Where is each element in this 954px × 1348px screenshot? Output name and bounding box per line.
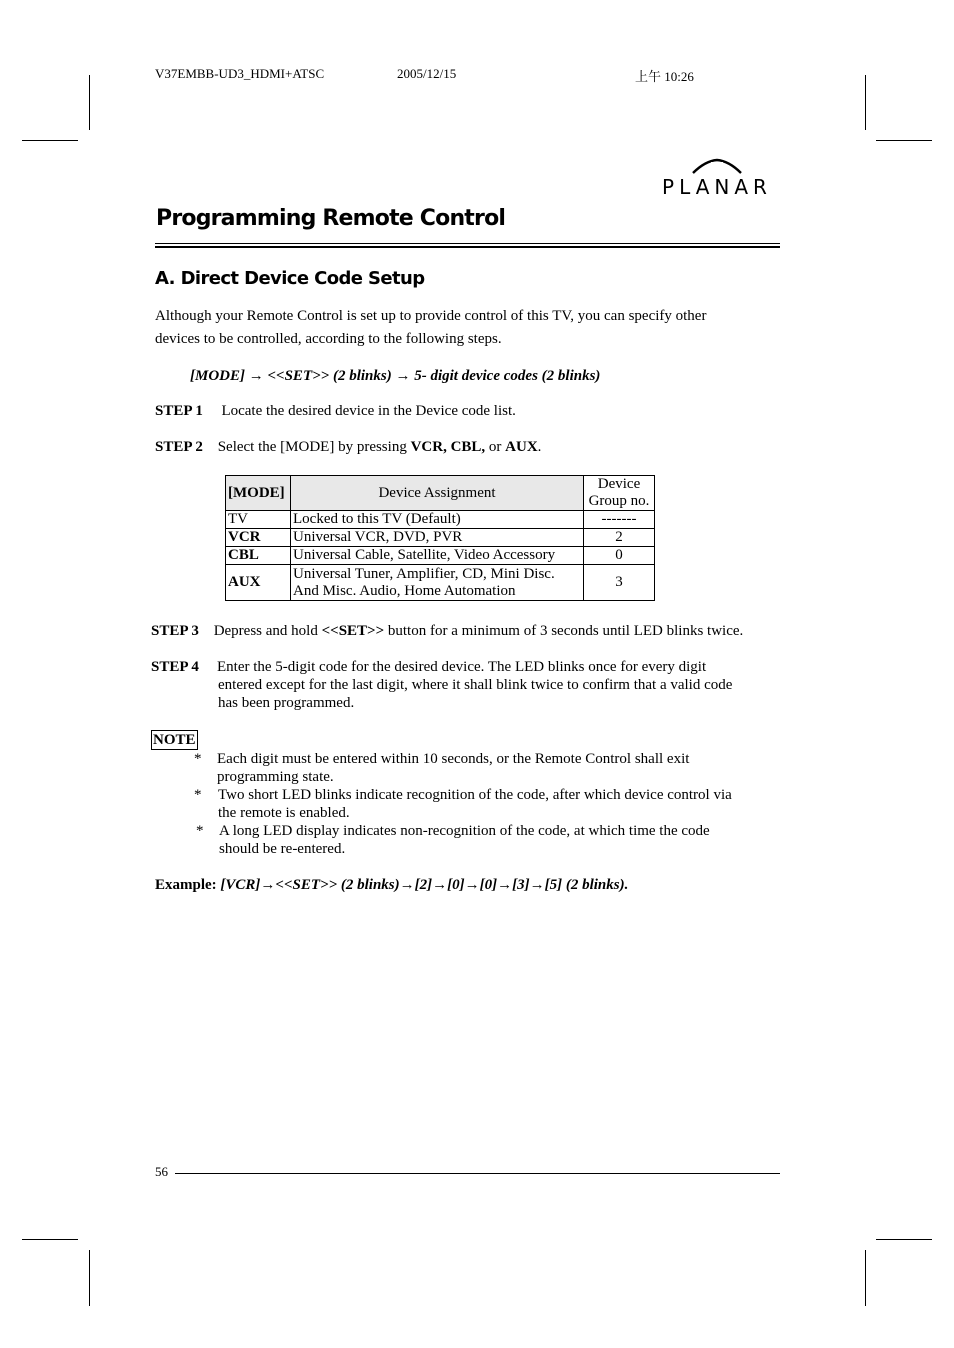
table-cell-assignment: Universal Cable, Satellite, Video Accessory	[291, 547, 584, 565]
note-item: Two short LED blinks indicate recognition of the code, after which device control via the remote is enabled.	[218, 787, 732, 821]
header-time: 上午 10:26	[635, 69, 694, 84]
table-cell-assignment: Locked to this TV (Default)	[291, 511, 584, 529]
intro-paragraph	[155, 305, 706, 351]
table-cell-group: 0	[584, 547, 655, 565]
step-bold: <<SET>>	[321, 623, 385, 639]
bullet-star: *	[196, 823, 204, 839]
step-1	[155, 400, 516, 423]
step-text: Select the [MODE] by pressing	[217, 439, 411, 455]
example-line	[155, 874, 628, 897]
step-label: STEP 2	[155, 439, 203, 455]
table-cell-group: 2	[584, 529, 655, 547]
crop-mark	[865, 1250, 866, 1306]
crop-mark	[89, 75, 90, 130]
header-date: 2005/12/15	[397, 66, 457, 81]
table-cell-assignment: Universal Tuner, Amplifier, CD, Mini Disc. And Misc. Audio, Home Automation	[291, 565, 584, 601]
table-header-assignment: Device Assignment	[291, 476, 584, 511]
step-text: Depress and hold	[213, 623, 322, 639]
page-number: 56	[155, 1164, 168, 1179]
crop-mark	[22, 140, 78, 141]
table-header-group: Device Group no.	[584, 476, 655, 511]
bullet-star: *	[194, 787, 202, 803]
crop-mark	[89, 1250, 90, 1306]
table-cell-assignment: Universal VCR, DVD, PVR	[291, 529, 584, 547]
bullet-star: *	[194, 751, 202, 767]
step-label: STEP 1	[155, 403, 203, 419]
note-label: NOTE	[153, 732, 196, 748]
intro-line: devices to be controlled, according to the following steps.	[155, 331, 502, 347]
device-table	[225, 475, 655, 601]
planar-logo	[655, 158, 779, 200]
step-4-text: Enter the 5-digit code for the desired device. The LED blinks once for every digit entered except for the last digit, where it shall blink twice to confirm that a valid code has been programmed.	[217, 659, 733, 711]
table-row	[226, 529, 655, 547]
crop-mark	[876, 1239, 932, 1240]
table-cell-mode: VCR	[226, 529, 291, 547]
step-label: STEP 3	[151, 623, 199, 639]
step-bold: AUX	[505, 439, 538, 455]
title-rule-thick	[155, 246, 780, 248]
note-item: A long LED display indicates non-recognition of the code, at which time the code should be re-entered.	[219, 823, 710, 857]
intro-line: Although your Remote Control is set up to provide control of this TV, you can specify other	[155, 308, 707, 324]
table-cell-mode: AUX	[226, 565, 291, 601]
crop-mark	[876, 140, 932, 141]
section-heading: A. Direct Device Code Setup	[155, 268, 425, 289]
table-row	[226, 511, 655, 529]
step-bold: VCR, CBL,	[410, 439, 486, 455]
step-2: STEP 2 Select the [MODE] by pressing VCR, CBL, or AUX.	[155, 439, 542, 455]
step-text: Locate the desired device in the Device code list.	[221, 403, 516, 419]
table-row	[226, 565, 655, 601]
header-doc-id: V37EMBB-UD3_HDMI+ATSC	[155, 66, 325, 81]
table-header-row	[226, 476, 655, 511]
footer-rule	[175, 1173, 780, 1174]
note-item: Each digit must be entered within 10 seconds, or the Remote Control shall exit programming state.	[217, 751, 690, 785]
crop-mark	[22, 1239, 78, 1240]
example-label: Example:	[155, 877, 217, 893]
table-cell-group: 3	[584, 565, 655, 601]
example-sequence: [VCR]→<<SET>> (2 blinks)→[2]→[0]→[0]→[3]→[5] (2 blinks).	[220, 877, 629, 893]
page-title: Programming Remote Control	[156, 206, 506, 231]
step-4-label: STEP 4	[151, 659, 199, 675]
logo-wordmark: PLANAR	[662, 175, 772, 199]
table-row	[226, 547, 655, 565]
logo-swoosh-icon	[655, 158, 779, 176]
crop-mark	[865, 75, 866, 130]
table-cell-mode: TV	[226, 511, 291, 529]
step-3: STEP 3 Depress and hold <<SET>> button for a minimum of 3 seconds until LED blinks twice.	[151, 623, 744, 639]
title-rule	[155, 243, 780, 244]
key-sequence: [MODE] → <<SET>> (2 blinks) → 5- digit device codes (2 blinks)	[190, 368, 601, 384]
table-cell-mode: CBL	[226, 547, 291, 565]
table-header-mode: [MODE]	[226, 476, 291, 511]
table-cell-group: -------	[584, 511, 655, 529]
